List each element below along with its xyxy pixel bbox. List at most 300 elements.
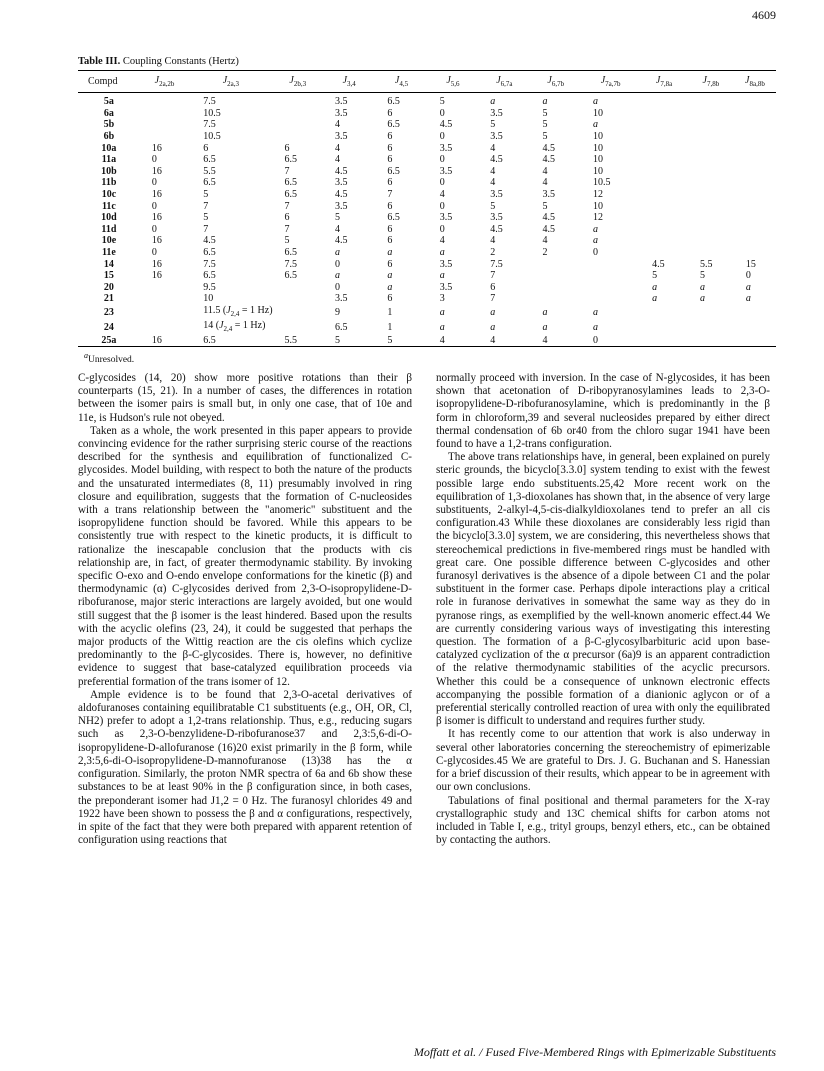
table-cell: 10 <box>593 154 604 166</box>
table-cell: 0 <box>151 177 157 189</box>
table-cell: 6 <box>387 223 393 235</box>
table-cell: 6 <box>490 281 496 293</box>
table-cell <box>640 142 688 154</box>
table-cell: 5 <box>375 335 427 347</box>
table-row <box>78 270 776 282</box>
table-cell: 4 <box>428 335 479 347</box>
table-cell <box>273 305 324 320</box>
table-cell <box>688 235 734 247</box>
compound-cell: 10d <box>101 212 117 224</box>
table-cell <box>734 305 776 320</box>
table-cell <box>640 166 688 178</box>
table-cell: a <box>652 293 658 305</box>
compound-cell: 21 <box>103 293 114 305</box>
column-header: $J_{4,5}$ <box>375 71 427 93</box>
table-cell: 7 <box>490 270 496 282</box>
table-cell <box>140 305 189 320</box>
right-text-column <box>436 372 770 847</box>
table-cell: 6.5 <box>335 321 348 333</box>
table-cell: 4 <box>542 177 548 189</box>
table-cell: 3.5 <box>335 107 348 119</box>
table-cell: 7 <box>284 200 290 212</box>
table-cell: 5 <box>203 212 209 224</box>
table-cell: 0 <box>439 177 445 189</box>
table-cell <box>273 93 324 108</box>
table-cell: a <box>387 270 393 282</box>
table-cell: 10 <box>593 165 604 177</box>
table-cell: 7 <box>284 165 290 177</box>
table-cell <box>140 293 189 305</box>
table-cell: a <box>593 119 599 131</box>
table-cell: 5 <box>203 189 209 201</box>
table-cell: 4 <box>542 165 548 177</box>
table-cell <box>140 108 189 120</box>
body-paragraph: It has recently come to our attention that work is also underway in several other laboratories concerning the stereochemistry of epimerizable C-glycosides.45 We are grateful to Drs. J. G. Buchanan and S. Hanessian for a brief discussion of their results, which appear to be in agreement with our own conclusions. <box>436 728 770 794</box>
table-cell <box>734 212 776 224</box>
left-text-column <box>78 372 412 847</box>
table-cell <box>734 224 776 236</box>
table-cell: a <box>439 270 445 282</box>
table-row <box>78 212 776 224</box>
table-cell: a <box>439 247 445 259</box>
table-cell: 0 <box>439 223 445 235</box>
compound-cell: 14 <box>103 258 114 270</box>
table-row <box>78 247 776 259</box>
table-cell: 4 <box>490 235 496 247</box>
table-cell: 6 <box>387 293 393 305</box>
table-cell: 5 <box>699 270 705 282</box>
table-cell: 4.5 <box>542 154 556 166</box>
table-cell: 3.5 <box>439 281 453 293</box>
table-footnote <box>84 351 134 365</box>
table-cell: 6 <box>387 258 393 270</box>
table-cell <box>688 212 734 224</box>
table-cell: a <box>699 281 705 293</box>
table-cell: 16 <box>151 270 162 282</box>
table-cell: 9.5 <box>203 281 216 293</box>
table-cell: 4 <box>335 154 341 166</box>
table-cell: a <box>542 306 548 318</box>
table-cell: 5 <box>490 200 496 212</box>
table-row <box>78 189 776 201</box>
column-header: $J_{8a,8b}$ <box>734 71 776 93</box>
compound-cell: 15 <box>103 270 114 282</box>
table-cell: 4.5 <box>542 142 556 154</box>
table-cell: 4 <box>335 119 341 131</box>
table-cell: 16 <box>151 235 162 247</box>
table-cell: 4 <box>490 165 496 177</box>
table-cell: 7.5 <box>203 119 216 131</box>
table-cell <box>688 166 734 178</box>
table-cell: 5 <box>542 107 548 119</box>
table-row <box>78 293 776 305</box>
table-cell: 6.5 <box>189 335 272 347</box>
table-cell <box>734 154 776 166</box>
table-cell: 7.5 <box>284 258 298 270</box>
table-row <box>78 131 776 143</box>
table-cell: 10 <box>203 293 214 305</box>
table-cell: 10 <box>593 200 604 212</box>
table-cell: a <box>490 321 496 333</box>
table-cell: 0 <box>593 247 599 259</box>
table-cell: 16 <box>151 189 162 201</box>
compound-cell: 11c <box>101 200 116 212</box>
table-cell: a <box>593 321 599 333</box>
compound-cell: 11b <box>101 177 117 189</box>
table-cell: 0 <box>151 200 157 212</box>
table-cell <box>688 224 734 236</box>
table-cell: 0 <box>439 154 445 166</box>
table-cell: 4 <box>531 335 582 347</box>
table-row <box>78 108 776 120</box>
table-cell: 10.5 <box>593 177 611 189</box>
compound-cell: 20 <box>103 281 114 293</box>
table-cell: a <box>490 96 496 108</box>
table-cell: 16 <box>151 258 162 270</box>
table-cell <box>581 282 640 294</box>
table-cell: 0 <box>151 247 157 259</box>
table-cell <box>688 119 734 131</box>
table-cell: 6.5 <box>284 177 298 189</box>
table-cell: a <box>593 96 599 108</box>
table-cell: 0 <box>439 131 445 143</box>
table-cell: 9 <box>335 306 341 318</box>
body-paragraph: The above trans relationships have, in general, been explained on purely steric grounds, the bicyclo[3.3.0] system tending to exist with the fewest possible large endo substituents.25,42 More recent work on the equilibration of 1,3-dioxolanes has shown that, in the absence of very large substituents, 2-alkyl-4,5-cis-dialkyldioxolanes tend to prefer an all cis configuration.43 While these dioxolanes are considerably less rigid than the bicyclo[3.3.0] system, we are considering, this nevertheless shows that stereochemical predictions in five-membered rings must be handled with great care. One possible difference between C-glycosides and other furanosyl derivatives is the absence of a dipole between C1 and the polar substituent in the former case. Perhaps dipole interactions play a critical role in furanose derivatives in somewhat the same way as they do in pyranose rings, as exemplified by the well-known anomeric effect.44 We are currently considering various ways of investigating this interesting question. The formation of a β-C-glycosylbarbituric acid upon base-catalyzed cyclization of the α precursor (6a)9 is an apparent contradiction of the relative thermodynamic stabilities of the acyclic precursors. Whether this could be a consequence of unknown electronic effects accompanying the possible formation of a dianionic aglycon or of a preferential sterically controlled reaction of urea with only the equilibrated β isomer is difficult to understand and requires further study. <box>436 451 770 728</box>
column-header: $J_{7,8a}$ <box>640 71 688 93</box>
table-cell <box>734 166 776 178</box>
table-cell: 5.5 <box>273 335 324 347</box>
table-cell: 0 <box>151 223 157 235</box>
column-header: $J_{6,7a}$ <box>478 71 530 93</box>
table-cell: a <box>699 293 705 305</box>
table-cell: 6 <box>387 142 393 154</box>
table-cell <box>640 131 688 143</box>
table-cell: 0 <box>439 200 445 212</box>
table-cell <box>688 154 734 166</box>
table-cell: 5 <box>439 96 445 108</box>
table-row <box>78 282 776 294</box>
table-cell: 6.5 <box>203 270 216 282</box>
table-cell: 0 <box>335 281 341 293</box>
table-cell: 1 <box>387 321 393 333</box>
table-cell: 6.5 <box>203 247 216 259</box>
table-cell <box>140 93 189 108</box>
table-cell: 6 <box>387 154 393 166</box>
table-cell: 3.5 <box>490 212 503 224</box>
table-cell <box>640 108 688 120</box>
table-cell: 10 <box>593 131 604 143</box>
table-cell: 6 <box>284 212 290 224</box>
table-label: Table III. <box>78 56 121 67</box>
table-cell <box>688 200 734 212</box>
footnote-mark: a <box>84 351 88 360</box>
table-cell: 12 <box>593 212 604 224</box>
table-body <box>78 93 776 347</box>
table-cell: 4 <box>439 235 445 247</box>
table-cell: 6 <box>387 107 393 119</box>
table-cell: 10 <box>593 142 604 154</box>
table-cell: 6.5 <box>387 119 400 131</box>
table-cell <box>734 119 776 131</box>
table-cell: a <box>490 306 496 318</box>
table-cell <box>688 142 734 154</box>
compound-cell: 25a <box>78 335 140 347</box>
table-cell <box>734 189 776 201</box>
table-cell <box>640 93 688 108</box>
column-header: $J_{7,8b}$ <box>688 71 734 93</box>
compound-cell: 10c <box>101 189 117 201</box>
table-cell: 7 <box>203 200 209 212</box>
table-cell <box>688 320 734 335</box>
table-cell: 5 <box>284 235 290 247</box>
table-cell: 4 <box>335 223 341 235</box>
table-cell: 5 <box>652 270 658 282</box>
table-cell: a <box>593 235 599 247</box>
table-row <box>78 305 776 320</box>
table-cell: 6.5 <box>387 212 400 224</box>
table-cell <box>688 305 734 320</box>
column-header: Compd <box>78 71 140 93</box>
table-cell: 6 <box>387 177 393 189</box>
table-cell: 6.5 <box>203 154 216 166</box>
table-cell: 3.5 <box>490 189 503 201</box>
table-cell <box>531 282 582 294</box>
table-cell: 3.5 <box>439 142 453 154</box>
table-cell: 5 <box>335 212 341 224</box>
coupling-constants-table <box>78 70 776 347</box>
table-cell <box>581 293 640 305</box>
table-cell <box>734 320 776 335</box>
table-cell: 4.5 <box>335 165 348 177</box>
page-number: 4609 <box>752 8 776 22</box>
table-cell: 3.5 <box>335 177 348 189</box>
table-cell <box>734 177 776 189</box>
table-cell: 6.5 <box>387 96 400 108</box>
column-header: $J_{2b,3}$ <box>273 71 324 93</box>
table-title: Coupling Constants (Hertz) <box>122 56 239 67</box>
table-cell: 6 <box>284 142 290 154</box>
table-cell <box>688 108 734 120</box>
compound-cell: 5a <box>103 96 114 108</box>
table-cell: 3.5 <box>335 200 348 212</box>
table-cell <box>273 108 324 120</box>
table-cell: 0 <box>335 258 341 270</box>
table-cell: 5 <box>542 131 548 143</box>
table-cell <box>531 258 582 270</box>
table-cell: a <box>387 247 393 259</box>
table-cell: 4 <box>542 235 548 247</box>
table-cell <box>140 119 189 131</box>
table-cell <box>734 131 776 143</box>
column-header: $J_{5,6}$ <box>428 71 479 93</box>
table-cell: 0 <box>581 335 640 347</box>
compound-cell: 5b <box>103 119 115 131</box>
table-cell: a <box>745 293 751 305</box>
compound-cell: 24 <box>103 321 114 333</box>
table-cell: 3.5 <box>335 131 348 143</box>
table-cell: 3.5 <box>542 189 556 201</box>
table-cell: 16 <box>151 142 162 154</box>
table-cell: 5 <box>542 200 548 212</box>
table-cell <box>688 335 734 347</box>
table-row <box>78 258 776 270</box>
table-cell <box>734 108 776 120</box>
column-header: $J_{7a,7b}$ <box>581 71 640 93</box>
table-cell: 5.5 <box>203 165 216 177</box>
table-cell: a <box>593 306 599 318</box>
table-cell: 4.5 <box>652 258 665 270</box>
table-cell <box>273 282 324 294</box>
column-header: $J_{2a,2b}$ <box>140 71 189 93</box>
table-cell: 16 <box>151 165 162 177</box>
table-cell <box>734 235 776 247</box>
table-cell: 6 <box>387 200 393 212</box>
table-cell: 4.5 <box>203 235 216 247</box>
table-cell <box>640 177 688 189</box>
table-cell: a <box>652 281 658 293</box>
table-cell <box>640 119 688 131</box>
table-cell: 3.5 <box>490 131 503 143</box>
table-cell: 6.5 <box>284 154 298 166</box>
table-cell: 1 <box>387 306 393 318</box>
compound-cell: 10b <box>101 165 117 177</box>
running-footer: Moffatt et al. / Fused Five-Membered Rings with Epimerizable Substituents <box>413 1045 776 1059</box>
table-cell: 3.5 <box>335 293 348 305</box>
compound-cell: 11d <box>101 223 117 235</box>
table-cell <box>734 93 776 108</box>
table-cell <box>531 293 582 305</box>
body-paragraph: Tabulations of final positional and thermal parameters for the X-ray crystallographic study and 13C chemical shifts for carbon atoms not included in Table I, e.g., trityl groups, benzyl ethers, etc., can be obtained by contacting the authors. <box>436 794 770 847</box>
table-cell: 3.5 <box>439 165 453 177</box>
table-cell: 5 <box>542 119 548 131</box>
table-row <box>78 166 776 178</box>
table-row <box>78 335 776 347</box>
table-cell: 6.5 <box>284 270 298 282</box>
table-row <box>78 119 776 131</box>
table-cell: 10.5 <box>203 107 221 119</box>
table-cell: 4.5 <box>490 154 503 166</box>
table-cell: 6.5 <box>284 247 298 259</box>
table-cell: 0 <box>439 107 445 119</box>
table-row <box>78 235 776 247</box>
table-cell: a <box>335 247 341 259</box>
table-cell: 4 <box>439 189 445 201</box>
table-cell <box>273 119 324 131</box>
table-cell: 7 <box>203 223 209 235</box>
table-cell <box>581 258 640 270</box>
compound-cell: 10e <box>101 235 117 247</box>
table-cell <box>140 320 189 335</box>
compound-cell: 6a <box>103 107 114 119</box>
table-cell: 14 ($J_{2,4} = 1$ Hz) <box>203 319 266 333</box>
table-cell: 4 <box>490 177 496 189</box>
table-cell <box>640 235 688 247</box>
table-cell: 16 <box>140 335 189 347</box>
table-cell: a <box>335 270 341 282</box>
table-row <box>78 224 776 236</box>
table-cell: 15 <box>745 258 756 270</box>
table-cell: 4.5 <box>490 223 503 235</box>
table-cell <box>640 189 688 201</box>
table-cell: a <box>439 321 445 333</box>
table-cell: 10.5 <box>203 131 221 143</box>
table-cell <box>688 177 734 189</box>
table-cell: a <box>745 281 751 293</box>
table-cell: 6 <box>387 131 393 143</box>
table-cell <box>273 293 324 305</box>
compound-cell: 23 <box>103 306 114 318</box>
table-cell: 7.5 <box>490 258 503 270</box>
table-cell: 7.5 <box>203 96 216 108</box>
table-cell <box>688 189 734 201</box>
compound-cell: 11a <box>101 154 117 166</box>
table-cell: 5 <box>490 119 496 131</box>
table-cell <box>273 131 324 143</box>
table-row <box>78 200 776 212</box>
table-cell <box>640 247 688 259</box>
table-row <box>78 154 776 166</box>
table-cell <box>531 270 582 282</box>
table-cell: 3.5 <box>439 212 453 224</box>
table-cell: 4.5 <box>542 212 556 224</box>
column-header: $J_{3,4}$ <box>323 71 375 93</box>
table-cell <box>640 154 688 166</box>
table-cell <box>140 282 189 294</box>
table-cell: a <box>439 306 445 318</box>
table-row <box>78 142 776 154</box>
column-header: $J_{2a,3}$ <box>189 71 272 93</box>
table-cell: 4.5 <box>335 189 348 201</box>
table-cell: a <box>542 96 548 108</box>
body-paragraph: C-glycosides (14, 20) show more positive rotations than their β counterparts (15, 21). In a number of cases, the differences in rotation between the isomer pairs is small but, in only one case, that of 10e and 11e, is Hudson's rule not obeyed. <box>78 372 412 424</box>
table-header-row <box>78 71 776 93</box>
table-cell: 2 <box>542 247 548 259</box>
table-cell <box>640 224 688 236</box>
table-cell: 6.5 <box>387 165 400 177</box>
body-paragraph: Ample evidence is to be found that 2,3-O-acetal derivatives of aldofuranoses containing equilibratable C1 substituents (e.g., OH, OR, Cl, NH2) prefer to adopt a 1,2-trans relationship. Thus, e.g., reducing sugars such as 2,3-O-benzylidene-D-ribofuranose37 and 2,3:5,6-di-O-isopropylidene-D-allofuranose (16)20 exist primarily in the β form, while 2,3:5,6-di-O-isopropylidene-D-mannofuranose (13)38 has the α configuration. Similarly, the proton NMR spectra of 6a and 6b show these substances to be at least 90% in the β configuration since, in both cases, the preponderant isomer had J1,2 = 0 Hz. The furanosyl chlorides 49 and 1922 have been shown to possess the β and α configurations, respectively, in spite of the fact that they were both prepared with apparent retention of configuration using reactions that <box>78 688 412 847</box>
table-cell: 7.5 <box>203 258 216 270</box>
compound-cell: 10a <box>101 142 117 154</box>
table-caption <box>78 56 239 67</box>
table-cell: a <box>593 223 599 235</box>
compound-cell: 6b <box>103 131 115 143</box>
table-cell: 7 <box>490 293 496 305</box>
table-cell: 5.5 <box>699 258 713 270</box>
table-cell: a <box>542 321 548 333</box>
body-paragraph: Taken as a whole, the work presented in this paper appears to provide convincing evidence for the rather surprising steric course of the reactions described for the synthesis and equilibration of functionalized C-glycosides. Model building, with respect to both the nature of the products and the unsaturated intermediates (8, 11) presumably involved in ring closure and equilibration, suggests that the formation of C-nucleosides with a trans relationship between the "anomeric" substituent and the isopropylidene function should be favored. While this appears to be consistently true with respect to the kinetic products, it is difficult to rationalize the inescapable conclusion that the products with cis relationship are, in fact, of greater thermodynamic stability. By invoking specific O-exo and O-endo envelope conformations for the kinetic (β) and thermodynamic (α) C-glycosides derived from 2,3-O-isopropylidene-D-ribofuranose, major steric interactions are largely avoided, but one would still suggest that the β isomer is the least hindered. Based upon the results with the acyclic olefins (23, 24), it could be suggested that perhaps the major products of the Wittig reaction are the cis olefins which cyclize predominantly to the β-C-glycosides. There is, however, no definitive evidence to suggest that base-catalyzed equilibration proceeds via preferential formation of the trans isomer of 12. <box>78 424 412 688</box>
table-cell: 4.5 <box>439 119 453 131</box>
table-cell <box>734 142 776 154</box>
table-cell: 2 <box>490 247 496 259</box>
table-cell: 7 <box>284 223 290 235</box>
table-cell: 4.5 <box>542 223 556 235</box>
table-cell <box>640 305 688 320</box>
footnote-text: Unresolved. <box>88 355 135 366</box>
table-cell <box>640 212 688 224</box>
table-cell <box>734 335 776 347</box>
table-cell <box>640 335 688 347</box>
column-header: $J_{6,7b}$ <box>531 71 582 93</box>
table-row <box>78 320 776 335</box>
table-row <box>78 93 776 108</box>
table-cell <box>688 93 734 108</box>
table-cell: 3.5 <box>335 96 348 108</box>
table-cell <box>688 131 734 143</box>
table-cell: 16 <box>151 212 162 224</box>
table-cell <box>273 320 324 335</box>
table-cell: 6.5 <box>284 189 298 201</box>
table-cell: 6.5 <box>203 177 216 189</box>
